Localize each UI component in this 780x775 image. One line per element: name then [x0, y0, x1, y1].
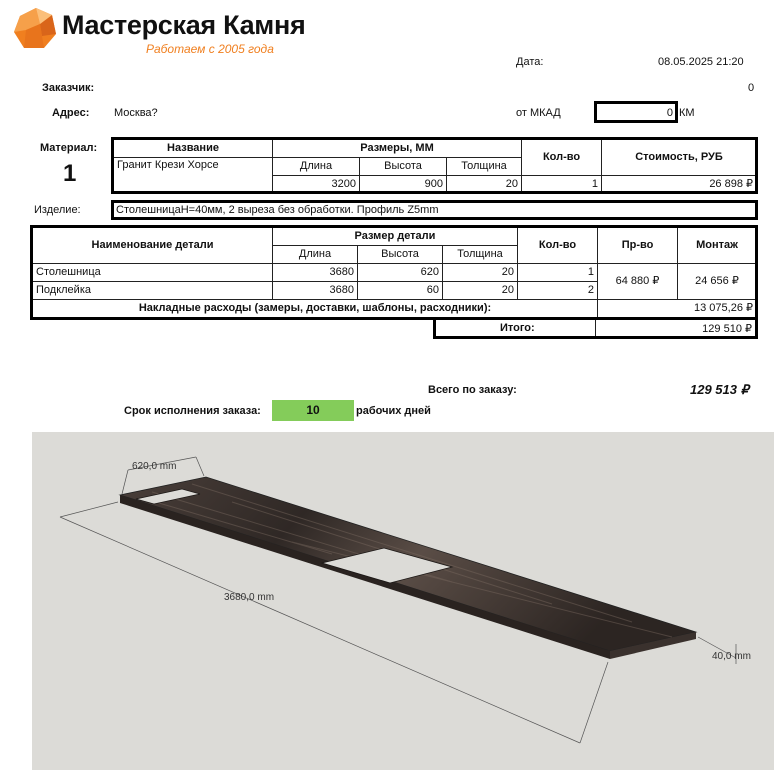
dimension-width-label: 620,0 mm — [132, 461, 177, 472]
stone-logo-icon — [12, 6, 58, 52]
brand-title: Мастерская Камня — [62, 10, 306, 40]
part-height: 620 — [358, 264, 443, 282]
mount-total: 24 656 ₽ — [678, 264, 757, 300]
order-total-value: 129 513 ₽ — [690, 382, 749, 397]
date-label: Дата: — [516, 56, 544, 68]
material-cost: 26 898 ₽ — [602, 176, 757, 194]
address-value: Москва? — [114, 107, 158, 119]
mkad-box — [594, 101, 678, 123]
material-qty: 1 — [522, 176, 602, 194]
material-header-cost: Стоимость, РУБ — [602, 140, 757, 176]
product-label: Изделие: — [34, 204, 81, 216]
part-height: 60 — [358, 282, 443, 300]
material-name: Гранит Крези Хорсе — [114, 158, 273, 194]
customer-value: 0 — [748, 82, 755, 94]
deadline-unit: рабочих дней — [356, 405, 431, 417]
part-length: 3680 — [273, 282, 358, 300]
dimension-length-label: 3680,0 mm — [224, 592, 275, 603]
mkad-value: 0 — [666, 107, 673, 119]
order-total-label: Всего по заказу: — [428, 384, 517, 396]
parts-header-mount: Монтаж — [678, 228, 757, 264]
part-qty: 1 — [518, 264, 598, 282]
material-height: 900 — [360, 176, 447, 194]
parts-header-thickness: Толщина — [443, 246, 518, 264]
overhead-label: Накладные расходы (замеры, доставки, шаблоны, расходники): — [33, 300, 598, 318]
date-value: 08.05.2025 21:20 — [658, 56, 744, 68]
parts-header-qty: Кол-во — [518, 228, 598, 264]
total-value: 129 510 ₽ — [702, 323, 752, 335]
material-header-length: Длина — [273, 158, 360, 176]
part-name: Столешница — [33, 264, 273, 282]
part-thickness: 20 — [443, 264, 518, 282]
material-number: 1 — [63, 160, 77, 187]
parts-header-prod: Пр-во — [598, 228, 678, 264]
material-header-name: Название — [114, 140, 273, 158]
part-qty: 2 — [518, 282, 598, 300]
material-length: 3200 — [273, 176, 360, 194]
brand-subtitle: Работаем с 2005 года — [146, 42, 274, 56]
parts-table — [32, 227, 757, 318]
part-name: Подклейка — [33, 282, 273, 300]
material-header-height: Высота — [360, 158, 447, 176]
material-thickness: 20 — [447, 176, 522, 194]
prod-total: 64 880 ₽ — [598, 264, 678, 300]
material-header-thickness: Толщина — [447, 158, 522, 176]
overhead-value: 13 075,26 ₽ — [598, 300, 757, 318]
logo — [12, 6, 58, 52]
countertop-front-edge — [120, 495, 610, 659]
material-label: Материал: — [40, 142, 98, 154]
table-row — [33, 264, 757, 282]
dimension-thickness-label: 40,0 mm — [712, 651, 751, 662]
countertop-render — [32, 432, 774, 770]
product-box — [111, 200, 758, 220]
mkad-unit: КМ — [679, 107, 695, 119]
material-table — [113, 139, 757, 194]
product-value: СтолешницаH=40мм, 2 выреза без обработки. Профиль Z5mm — [116, 204, 439, 216]
parts-header-length: Длина — [273, 246, 358, 264]
countertop-drawing — [32, 432, 774, 770]
total-box — [433, 317, 758, 339]
address-label: Адрес: — [52, 107, 90, 119]
total-divider — [595, 320, 596, 336]
parts-header-height: Высота — [358, 246, 443, 264]
total-label: Итого: — [500, 322, 535, 334]
deadline-label: Срок исполнения заказа: — [124, 405, 261, 417]
material-header-qty: Кол-во — [522, 140, 602, 176]
material-header-sizes: Размеры, ММ — [273, 140, 522, 158]
mkad-label: от МКАД — [516, 107, 561, 119]
customer-label: Заказчик: — [42, 82, 95, 94]
deadline-value: 10 — [272, 400, 354, 421]
part-length: 3680 — [273, 264, 358, 282]
parts-header-size: Размер детали — [273, 228, 518, 246]
parts-header-name: Наименование детали — [33, 228, 273, 264]
part-thickness: 20 — [443, 282, 518, 300]
